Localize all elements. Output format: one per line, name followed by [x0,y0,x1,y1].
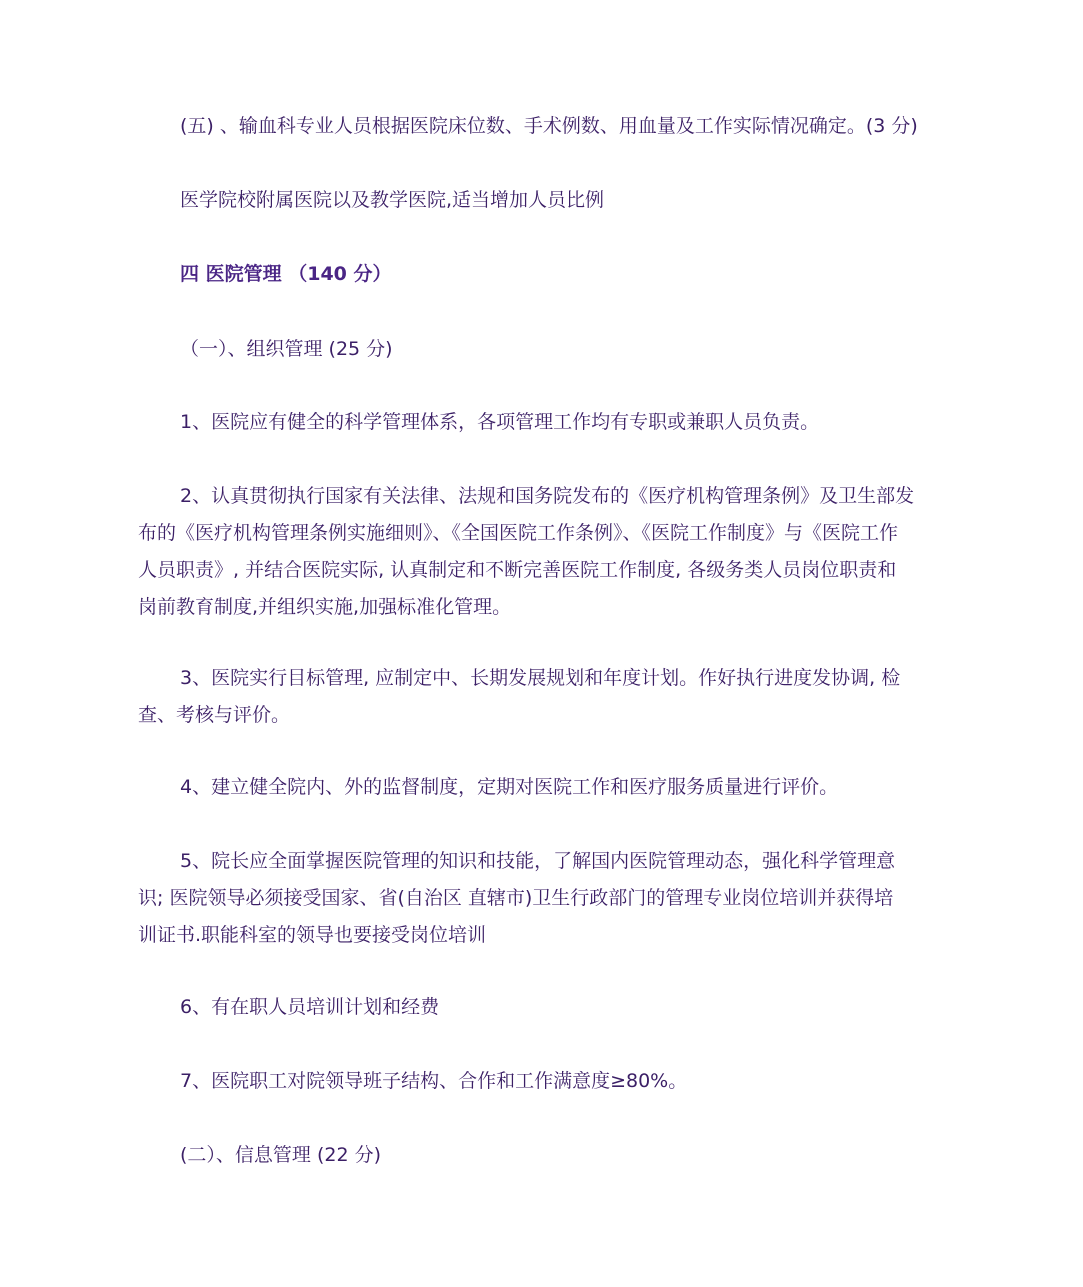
text-line: 岗前教育制度,并组织实施,加强标准化管理。 [138,596,512,618]
text-line: 查、考核与评价。 [138,704,291,726]
text-line: 5、院长应全面掌握医院管理的知识和技能，了解国内医院管理动态，强化科学管理意 [180,850,896,872]
text-line: 2、认真贯彻执行国家有关法律、法规和国务院发布的《医疗机构管理条例》及卫生部发 [180,485,915,507]
text-line: 3、医院实行目标管理, 应制定中、长期发展规划和年度计划。作好执行进度发协调, 检 [180,667,901,689]
text-line: （一）、组织管理 (25 分) [180,338,393,360]
paragraph-item-7 [138,1063,948,1100]
text-line: 人员职责》, 并结合医院实际, 认真制定和不断完善医院工作制度, 各级务类人员岗位职责和 [138,559,897,581]
subsection-heading-information [138,1137,948,1174]
text-line: 布的《医疗机构管理条例实施细则》、《全国医院工作条例》、《医院工作制度》与《医院工作 [138,522,899,544]
paragraph-teaching-hospitals [138,182,948,219]
text-line: 6、有在职人员培训计划和经费 [180,996,440,1018]
paragraph-item-3 [138,660,948,734]
paragraph-item-6 [138,989,948,1026]
section-heading-hospital-management [138,256,948,293]
paragraph-item-4 [138,769,948,806]
text-line: (五) 、输血科专业人员根据医院床位数、手术例数、用血量及工作实际情况确定。(3 分) [180,115,918,137]
subsection-heading-organization [138,331,948,368]
paragraph-item-5 [138,843,948,954]
text-line: 7、医院职工对院领导班子结构、合作和工作满意度≥80%。 [180,1070,688,1092]
paragraph-item-1 [138,404,948,441]
text-line: 训证书.职能科室的领导也要接受岗位培训 [138,924,487,946]
paragraph-item-2 [138,478,948,626]
text-line: (二）、信息管理 (22 分) [180,1144,381,1166]
paragraph-transfusion-staffing [138,108,948,145]
text-line: 医学院校附属医院以及教学医院,适当增加人员比例 [180,189,605,211]
text-line: 四 医院管理 （140 分） [180,263,392,285]
text-line: 识; 医院领导必须接受国家、省(自治区 直辖市)卫生行政部门的管理专业岗位培训并获得培 [138,887,894,909]
text-line: 1、医院应有健全的科学管理体系，各项管理工作均有专职或兼职人员负责。 [180,411,820,433]
text-line: 4、建立健全院内、外的监督制度，定期对医院工作和医疗服务质量进行评价。 [180,776,839,798]
